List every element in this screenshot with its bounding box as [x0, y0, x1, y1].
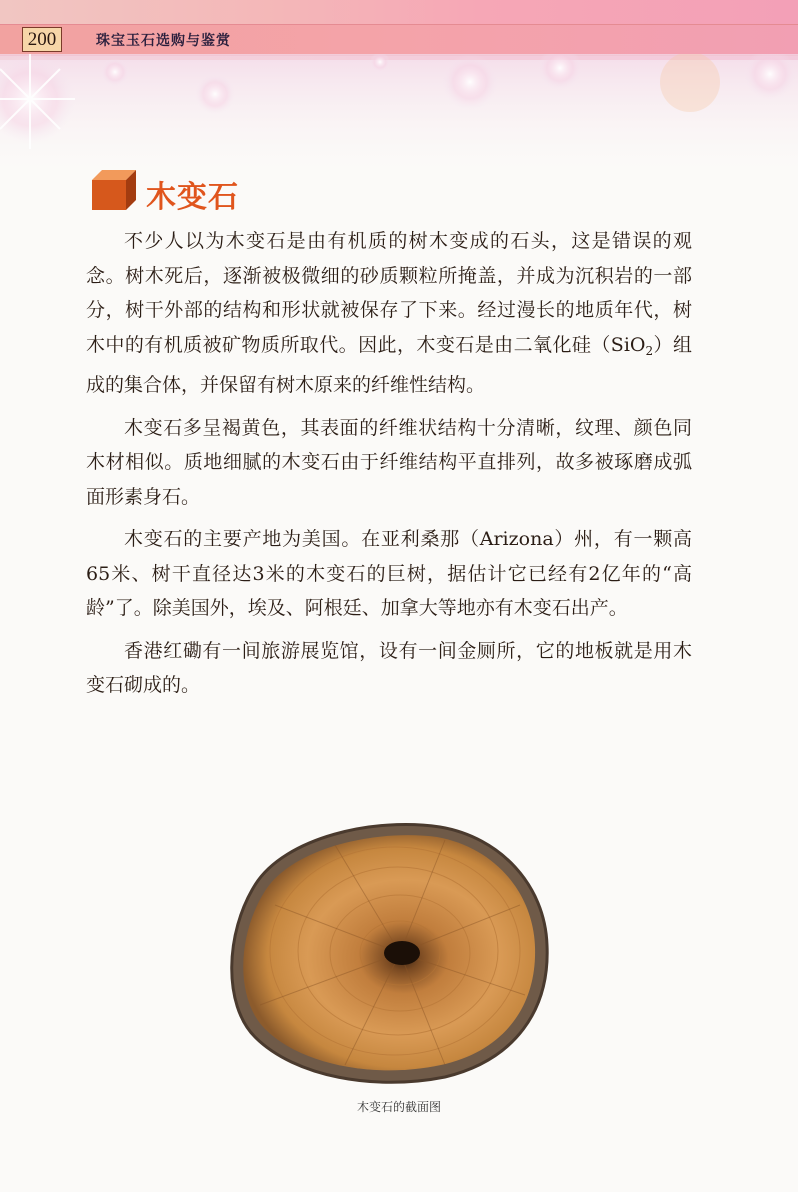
paragraph-1 [86, 224, 692, 403]
page-number: 200 [22, 27, 62, 52]
figure-caption: 木变石的截面图 [356, 1100, 441, 1114]
section-cube-icon [92, 170, 136, 210]
page-header [0, 0, 798, 60]
paragraph-1-text-end: ）组成的集合体，并保留有树木原来的纤维性结构。 [86, 333, 692, 396]
article-body [86, 224, 692, 711]
book-title: 珠宝玉石选购与鉴赏 [96, 33, 231, 49]
paragraph-1-text: 不少人以为木变石是由有机质的树木变成的石头，这是错误的观念。树木死后，逐渐被极微细的砂质颗粒所掩盖，并成为沉积岩的一部分，树干外部的结构和形状就被保存了下来。经过漫长的地质年代，树木中的有机质被矿物质所取代。因此，木变石是由二氧化硅（SiO [86, 230, 692, 356]
section-title: 木变石 [146, 180, 239, 215]
paragraph-2: 木变石多呈褐黄色，其表面的纤维状结构十分清晰，纹理、颜色同木材相似。质地细腻的木变石由于纤维结构平直排列，故多被琢磨成弧面形素身石。 [86, 416, 692, 508]
sparkle-decoration [0, 54, 798, 184]
paragraph-4: 香港红磡有一间旅游展览馆，设有一间金厕所，它的地板就是用木变石砌成的。 [86, 639, 692, 696]
petrified-wood-cross-section-image [215, 815, 553, 1087]
paragraph-3: 木变石的主要产地为美国。在亚利桑那（Arizona）州，有一颗高65米、树干直径达3米的木变石的巨树，据估计它已经有2亿年的“高龄”了。除美国外，埃及、阿根廷、加拿大等地亦有木变石出产。 [86, 528, 692, 619]
subscript-2: 2 [645, 343, 654, 358]
